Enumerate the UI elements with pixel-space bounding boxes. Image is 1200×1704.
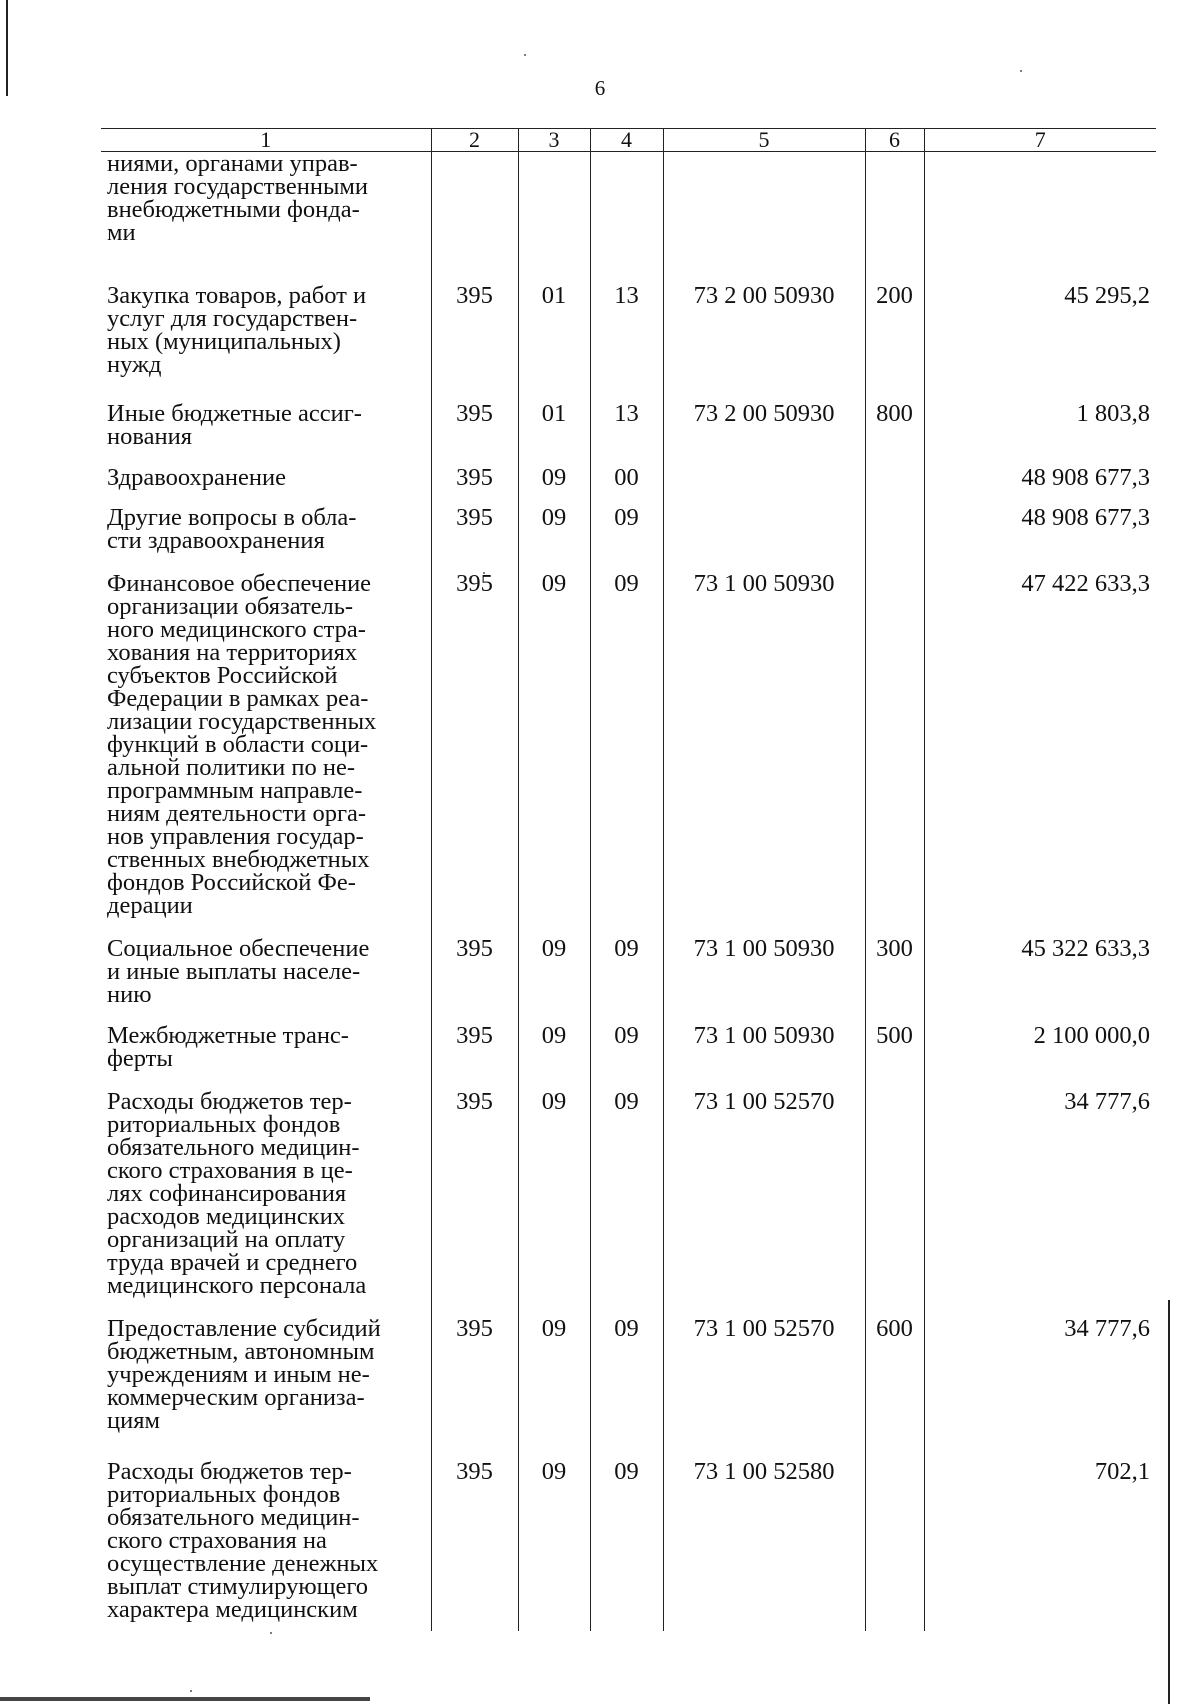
row-name-cell: Другие вопросы в обла- сти здравоохранения	[101, 500, 431, 562]
section-cell: 09	[518, 562, 590, 927]
section-cell: 09	[518, 1080, 590, 1307]
expense-type-cell: 600	[865, 1307, 924, 1442]
amount-cell	[924, 152, 1156, 255]
amount-cell: 48 908 677,3	[924, 500, 1156, 562]
expense-type-cell	[865, 1080, 924, 1307]
target-article-cell: 73 1 00 52570	[663, 1307, 865, 1442]
amount-cell: 34 777,6	[924, 1307, 1156, 1442]
subsection-cell: 13	[590, 254, 663, 386]
scan-edge-bottom	[0, 1697, 370, 1701]
amount-cell: 34 777,6	[924, 1080, 1156, 1307]
row-name-cell: ниями, органами управ- ления государственными внебюджетными фонда- ми	[101, 152, 431, 255]
amount-cell: 702,1	[924, 1442, 1156, 1631]
section-cell: 09	[518, 1307, 590, 1442]
section-cell	[518, 152, 590, 255]
column-header: 2	[431, 129, 518, 152]
row-name-cell: Предоставление субсидий бюджетным, автономным учреждениям и иным не- коммерческим организа- циям	[101, 1307, 431, 1442]
table-row	[101, 562, 1156, 927]
expense-type-cell	[865, 458, 924, 500]
column-header: 6	[865, 129, 924, 152]
table-row	[101, 458, 1156, 500]
admin-code-cell: 395	[431, 1307, 518, 1442]
scan-speck	[524, 54, 526, 56]
admin-code-cell: 395	[431, 386, 518, 458]
section-cell: 09	[518, 500, 590, 562]
section-cell: 09	[518, 458, 590, 500]
expense-type-cell	[865, 500, 924, 562]
section-cell: 09	[518, 1016, 590, 1080]
row-name-cell: Закупка товаров, работ и услуг для государствен- ных (муниципальных) нужд	[101, 254, 431, 386]
expense-type-cell: 500	[865, 1016, 924, 1080]
table-row	[101, 927, 1156, 1016]
section-cell: 01	[518, 386, 590, 458]
section-cell: 09	[518, 927, 590, 1016]
expense-type-cell	[865, 1442, 924, 1631]
section-cell: 09	[518, 1442, 590, 1631]
table-row	[101, 500, 1156, 562]
amount-cell: 45 295,2	[924, 254, 1156, 386]
subsection-cell: 09	[590, 1307, 663, 1442]
subsection-cell: 09	[590, 1442, 663, 1631]
expense-type-cell	[865, 562, 924, 927]
scan-speck	[1020, 70, 1022, 72]
target-article-cell: 73 2 00 50930	[663, 386, 865, 458]
subsection-cell: 09	[590, 1080, 663, 1307]
amount-cell: 48 908 677,3	[924, 458, 1156, 500]
column-header: 7	[924, 129, 1156, 152]
admin-code-cell	[431, 152, 518, 255]
subsection-cell	[590, 152, 663, 255]
table-row	[101, 1307, 1156, 1442]
budget-table	[101, 128, 1156, 1631]
row-name-cell: Расходы бюджетов тер- риториальных фондов обязательного медицин- ского страхования в це- лях софинансирования расходов медицинских организаций на оплату труда врачей и среднего медицинского персонала	[101, 1080, 431, 1307]
amount-cell: 1 803,8	[924, 386, 1156, 458]
section-cell: 01	[518, 254, 590, 386]
row-name-cell: Здравоохранение	[101, 458, 431, 500]
table-row	[101, 1016, 1156, 1080]
row-name-cell: Финансовое обеспечение организации обязатель- ного медицинского стра- хования на территориях субъектов Российской Федерации в рамках реа- лизации государственных функций в области соци- альной политики по не- программным направле- ниям деятельности орга- нов управления государ- ственных внебюджетных фондов Российской Фе- дерации	[101, 562, 431, 927]
target-article-cell	[663, 152, 865, 255]
amount-cell: 45 322 633,3	[924, 927, 1156, 1016]
target-article-cell: 73 2 00 50930	[663, 254, 865, 386]
table-row	[101, 152, 1156, 255]
table-row	[101, 1080, 1156, 1307]
page-number: 6	[594, 76, 606, 100]
admin-code-cell: 395	[431, 1442, 518, 1631]
target-article-cell: 73 1 00 52570	[663, 1080, 865, 1307]
admin-code-cell: 395	[431, 1016, 518, 1080]
admin-code-cell: 395	[431, 1080, 518, 1307]
target-article-cell: 73 1 00 52580	[663, 1442, 865, 1631]
amount-cell: 47 422 633,3	[924, 562, 1156, 927]
subsection-cell: 00	[590, 458, 663, 500]
admin-code-cell: 395	[431, 562, 518, 927]
expense-type-cell: 800	[865, 386, 924, 458]
expense-type-cell: 200	[865, 254, 924, 386]
target-article-cell: 73 1 00 50930	[663, 927, 865, 1016]
row-name-cell: Межбюджетные транс- ферты	[101, 1016, 431, 1080]
admin-code-cell: 395	[431, 254, 518, 386]
expense-type-cell	[865, 152, 924, 255]
column-header: 1	[101, 129, 431, 152]
subsection-cell: 09	[590, 500, 663, 562]
column-header: 4	[590, 129, 663, 152]
scan-edge-right	[1168, 1300, 1170, 1704]
expense-type-cell: 300	[865, 927, 924, 1016]
scan-speck	[190, 1690, 192, 1692]
column-header: 5	[663, 129, 865, 152]
table-row	[101, 254, 1156, 386]
scan-speck	[270, 1632, 272, 1634]
target-article-cell	[663, 500, 865, 562]
column-header: 3	[518, 129, 590, 152]
row-name-cell: Расходы бюджетов тер- риториальных фондов обязательного медицин- ского страхования на осуществление денежных выплат стимулирующего характера медицинским	[101, 1442, 431, 1631]
admin-code-cell: 395	[431, 500, 518, 562]
subsection-cell: 09	[590, 562, 663, 927]
subsection-cell: 09	[590, 1016, 663, 1080]
row-name-cell: Социальное обеспечение и иные выплаты населе- нию	[101, 927, 431, 1016]
subsection-cell: 13	[590, 386, 663, 458]
target-article-cell	[663, 458, 865, 500]
target-article-cell: 73 1 00 50930	[663, 562, 865, 927]
row-name-cell: Иные бюджетные ассиг- нования	[101, 386, 431, 458]
table-row	[101, 1442, 1156, 1631]
admin-code-cell: 395	[431, 458, 518, 500]
table-header-row	[101, 129, 1156, 152]
subsection-cell: 09	[590, 927, 663, 1016]
amount-cell: 2 100 000,0	[924, 1016, 1156, 1080]
admin-code-cell: 395	[431, 927, 518, 1016]
target-article-cell: 73 1 00 50930	[663, 1016, 865, 1080]
table-row	[101, 386, 1156, 458]
